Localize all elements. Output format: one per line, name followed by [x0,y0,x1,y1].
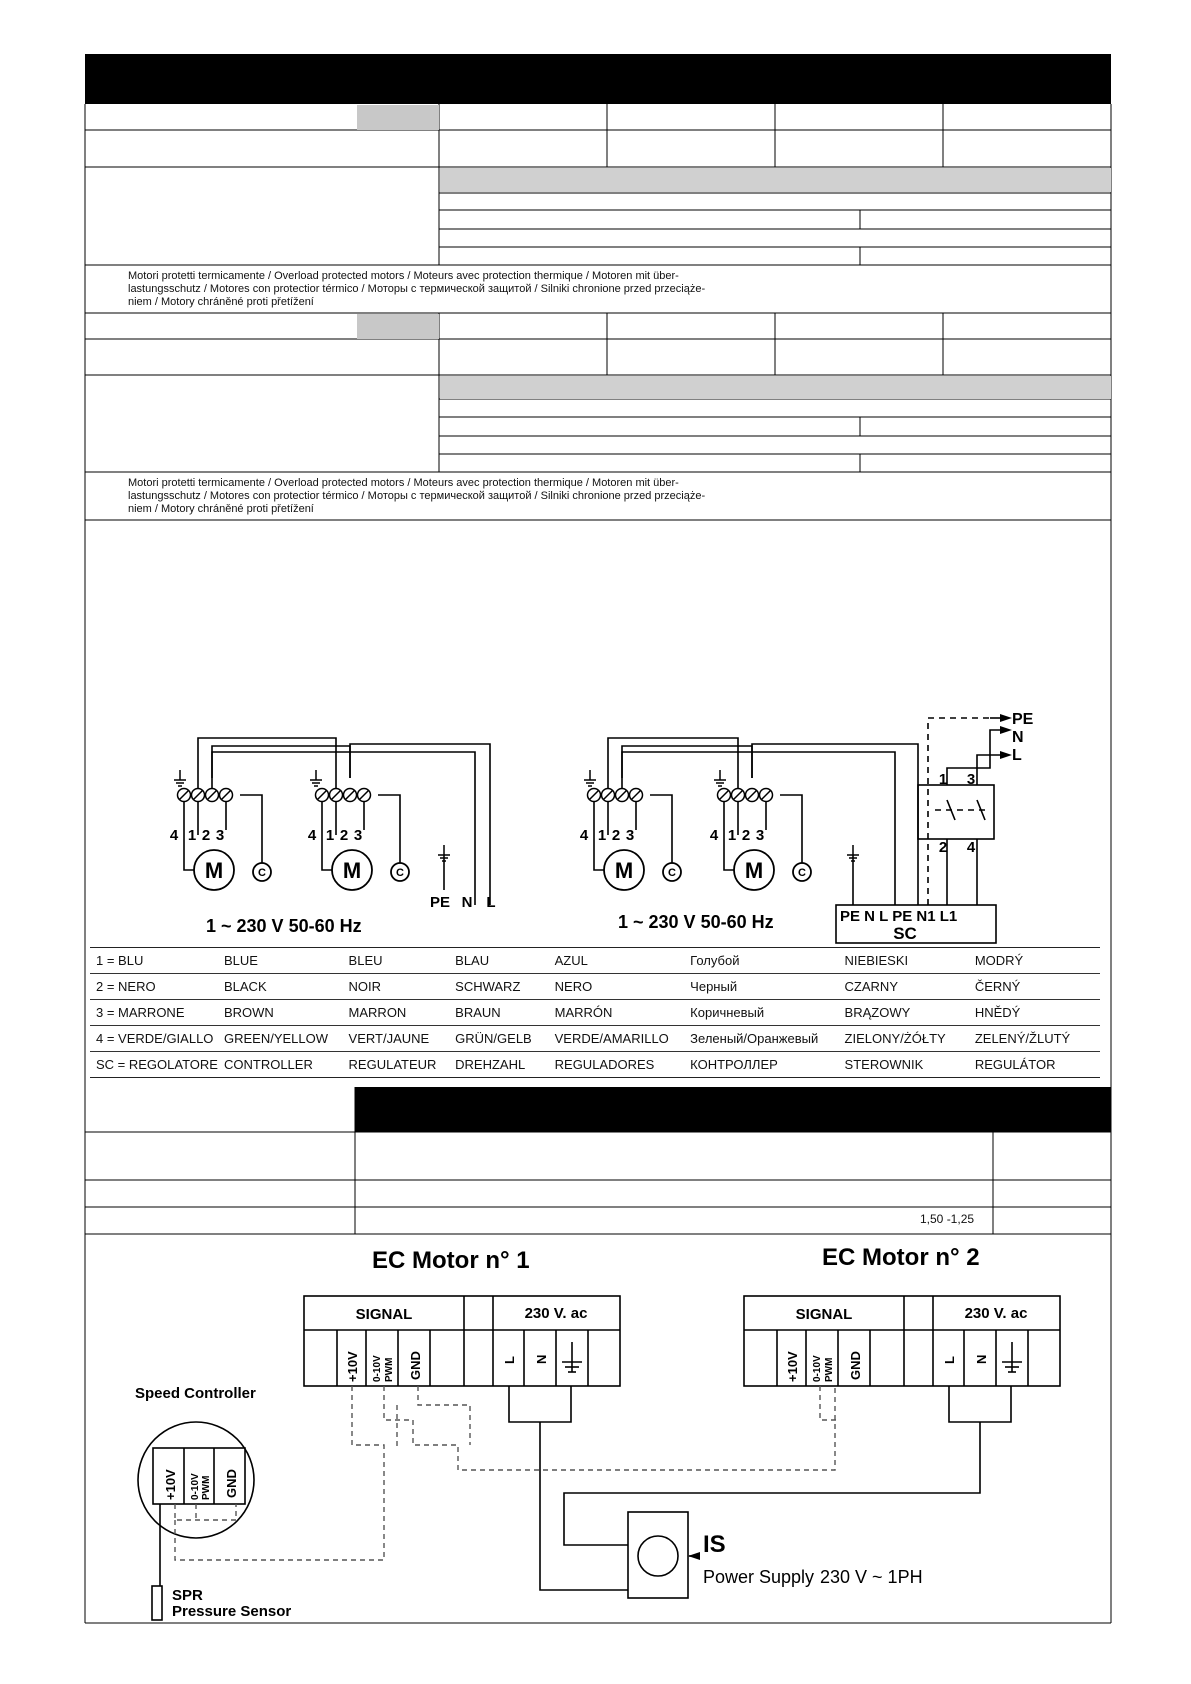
pin-pwm: PWM [384,1357,395,1382]
ec-motor-1-title: EC Motor n° 1 [372,1247,530,1274]
legend-cell: REGULATEUR [343,1052,450,1078]
legend-cell: CONTROLLER [218,1052,343,1078]
terminal-number: 4 [579,827,589,844]
legend-cell: SCHWARZ [449,974,548,1000]
legend-cell: 3 = MARRONE [90,1000,218,1026]
isolator-switch-box [628,1512,688,1598]
supply-label: 230 V. ac [964,1305,1028,1322]
legend-cell: BLUE [218,948,343,974]
terminal-number: 2 [339,827,349,844]
pin-10v: +10V [345,1351,360,1382]
note-line: Motori protetti termicamente / Overload protected motors / Moteurs avec protection thermique / Motoren mit über- [128,477,679,489]
pin-n: N [974,1354,989,1364]
legend-cell: Коричневый [684,1000,838,1026]
terminal-number: 1 [727,827,737,844]
is-label: IS [703,1531,726,1558]
capacitor-label: C [258,867,266,879]
legend-cell: REGULADORES [549,1052,685,1078]
legend-cell: VERDE/AMARILLO [549,1026,685,1052]
capacitor-label: C [798,867,806,879]
legend-cell: MODRÝ [969,948,1100,974]
ec-table-value: 1,50 -1,25 [920,1212,975,1226]
legend-cell: BROWN [218,1000,343,1026]
pressure-sensor-icon [152,1586,162,1620]
motor-label: M [744,858,764,883]
switch-number: 4 [966,839,976,856]
terminal-number: 2 [611,827,621,844]
isolator-switch-icon [638,1536,678,1576]
legend-cell: GRÜN/GELB [449,1026,548,1052]
legend-cell: SC = REGOLATORE [90,1052,218,1078]
ec-motor-2-title: EC Motor n° 2 [822,1244,980,1271]
note-line: niem / Motory chráněné proti přetížení [128,503,314,515]
legend-cell: BLEU [343,948,450,974]
legend-cell: CZARNY [839,974,969,1000]
pin-pwm: 0-10V [812,1355,823,1382]
pin-gnd: GND [848,1351,863,1380]
legend-cell: GREEN/YELLOW [218,1026,343,1052]
pressure-sensor-label: Pressure Sensor [172,1603,292,1620]
legend-cell: HNĚDÝ [969,1000,1100,1026]
legend-cell: AZUL [549,948,685,974]
pin-10v: +10V [785,1351,800,1382]
switch-number: 1 [938,771,948,788]
pin-pwm: 0-10V [190,1473,201,1500]
legend-cell: ZIELONY/ŻÓŁTY [839,1026,969,1052]
legend-cell: ČERNÝ [969,974,1100,1000]
switch-number: 3 [966,771,976,788]
switch-number: 2 [938,839,948,856]
legend-cell: BLACK [218,974,343,1000]
terminal-number: 2 [741,827,751,844]
legend-cell: BRAUN [449,1000,548,1026]
pe-label: PE [429,894,451,911]
legend-cell: NERO [549,974,685,1000]
legend-cell: 4 = VERDE/GIALLO [90,1026,218,1052]
note-line: lastungsschutz / Motores con protectior térmico / Моторы с термической защитой / Silniki chronione przed przeciąże- [128,283,706,295]
legend-cell: NOIR [343,974,450,1000]
legend-cell: DREHZAHL [449,1052,548,1078]
motor-label: M [204,858,224,883]
supply-label: 230 V. ac [524,1305,588,1322]
sc-label: SC [893,924,917,943]
pin-pwm: PWM [201,1475,212,1500]
pe-label: PE [1012,711,1034,728]
power-supply-label: Power Supply [703,1567,815,1587]
legend-cell: BRĄZOWY [839,1000,969,1026]
speed-controller-label: Speed Controller [135,1385,256,1402]
legend-cell: Зеленый/Оранжевый [684,1026,838,1052]
legend-cell: 1 = BLU [90,948,218,974]
pin-n: N [534,1354,549,1364]
signal-label: SIGNAL [795,1306,853,1323]
terminal-number: 3 [215,827,225,844]
pin-l: L [502,1356,517,1364]
pin-gnd: GND [408,1351,423,1380]
terminal-number: 4 [169,827,179,844]
sc-terminals: PE N L PE N1 L1 [840,908,958,925]
power-spec-label: 230 V ~ 1PH [820,1567,923,1587]
terminal-number: 2 [201,827,211,844]
terminal-number: 3 [353,827,363,844]
legend-cell: Черный [684,974,838,1000]
legend-cell: BLAU [449,948,548,974]
terminal-number: 1 [325,827,335,844]
l-label: L [1012,747,1022,764]
terminal-number: 4 [307,827,317,844]
pin-pwm: 0-10V [372,1355,383,1382]
legend-cell: NIEBIESKI [839,948,969,974]
terminal-number: 3 [755,827,765,844]
legend-cell: 2 = NERO [90,974,218,1000]
legend-cell: Голубой [684,948,838,974]
legend-cell: REGULÁTOR [969,1052,1100,1078]
signal-label: SIGNAL [355,1306,413,1323]
pin-10v: +10V [163,1469,178,1500]
capacitor-label: C [396,867,404,879]
legend-cell: ZELENÝ/ŽLUTÝ [969,1026,1100,1052]
note-line: niem / Motory chráněné proti přetížení [128,296,314,308]
supply-label-left: 1 ~ 230 V 50-60 Hz [206,916,362,936]
note-line: lastungsschutz / Motores con protectior térmico / Моторы с термической защитой / Silniki chronione przed przeciąże- [128,490,706,502]
spr-label: SPR [172,1587,203,1604]
terminal-number: 1 [187,827,197,844]
n-label: N [1012,729,1024,746]
terminal-number: 4 [709,827,719,844]
capacitor-label: C [668,867,676,879]
pin-l: L [942,1356,957,1364]
terminal-number: 1 [597,827,607,844]
supply-label-right: 1 ~ 230 V 50-60 Hz [618,912,774,932]
legend-cell: MARRÓN [549,1000,685,1026]
pin-gnd: GND [224,1469,239,1498]
l-label: L [486,894,496,911]
pin-pwm: PWM [824,1357,835,1382]
legend-cell: MARRON [343,1000,450,1026]
terminal-number: 3 [625,827,635,844]
legend-cell: VERT/JAUNE [343,1026,450,1052]
motor-label: M [614,858,634,883]
motor-label: M [342,858,362,883]
n-label: N [461,894,473,911]
legend-cell: STEROWNIK [839,1052,969,1078]
note-line: Motori protetti termicamente / Overload protected motors / Moteurs avec protection thermique / Motoren mit über- [128,270,679,282]
legend-cell: КОНТРОЛЛЕР [684,1052,838,1078]
